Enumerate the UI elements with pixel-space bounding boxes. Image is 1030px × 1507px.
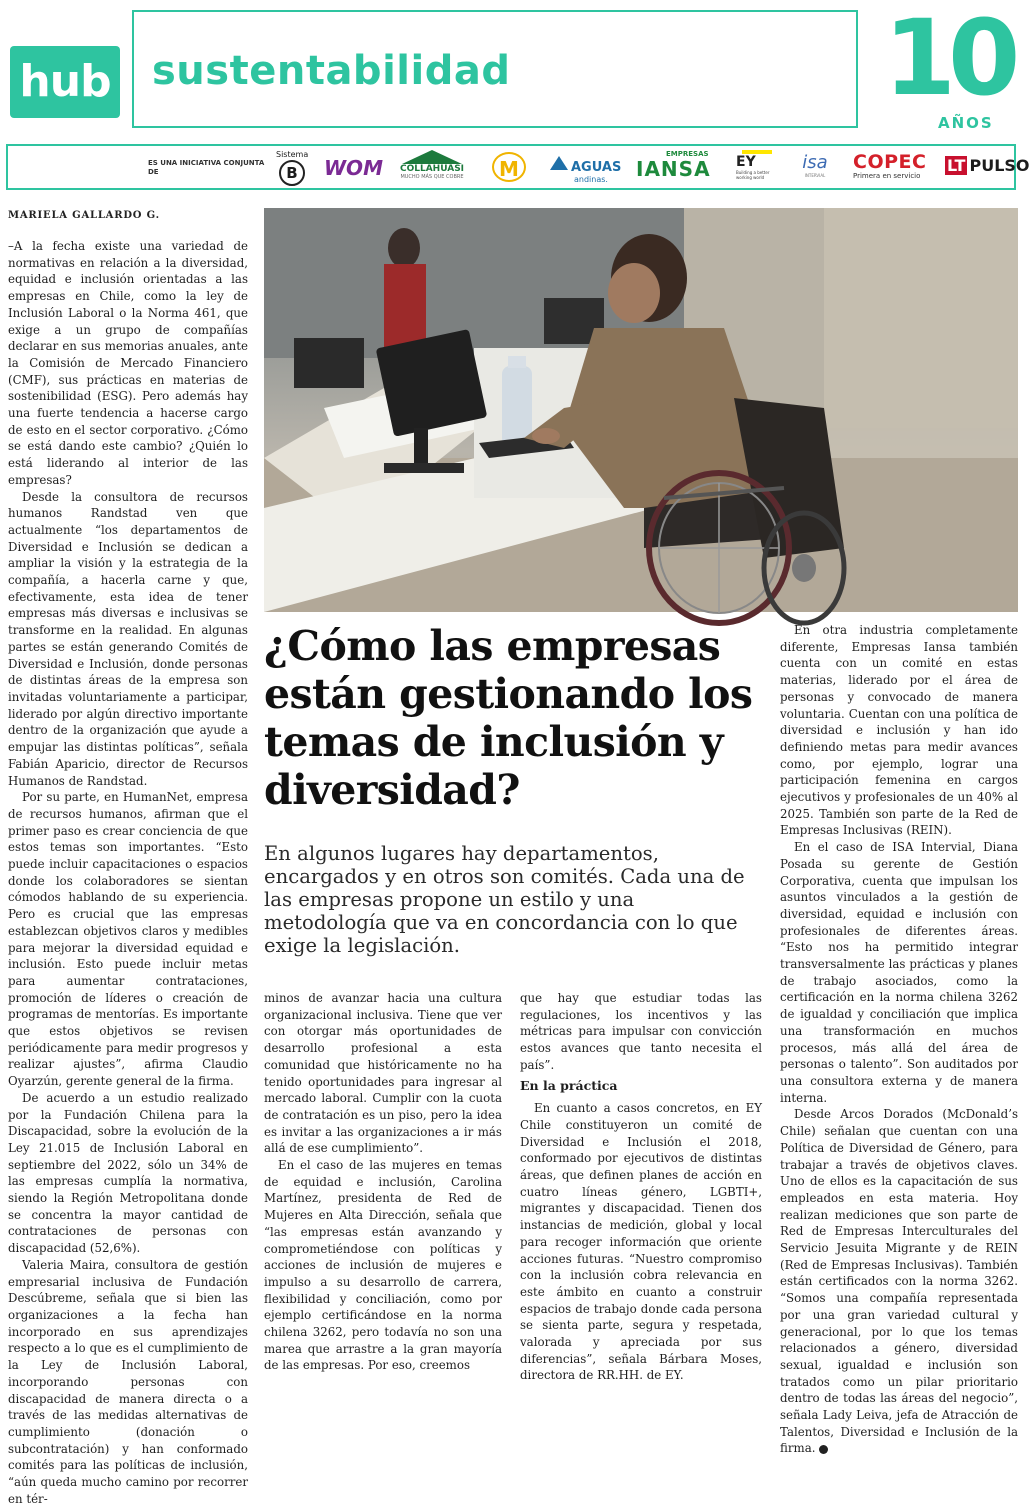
collahuasi-name: COLLAHUASI [399,164,465,174]
paragraph-text: Desde Arcos Dorados (McDonald’s Chile) señalan que cuentan con una Política de Diversidad de Género, para trabajar a través de objetivos claves. Uno de ellos es la capacitación de sus empleados en esta materia. Hoy realizan mediciones que son parte de Red de Empresas Interculturales del Servicio Jesuita Migrante y de REIN (Red de Empresas Inclusivas). También están certificados con la norma 3262. “Somos una compañía representada por una gran variedad cultural y generacional, por lo que los temas relacionados a género, diversidad sexual, igualdad e inclusión son tratados como un pilar prioritario dentro de todas las áreas del negocio”, señala Lady Leiva, jefa de Atracción de Talentos, Diversidad e Inclusión de la firma. [780,1107,1018,1456]
aguas-sub: andinas. [574,175,608,184]
subhead: En la práctica [520,1077,618,1093]
isa-intervial-logo[interactable] [786,152,844,188]
copec-tagline: Primera en servicio [853,172,921,180]
mountain-icon [550,156,568,170]
iansa-top: EMPRESAS [666,150,709,158]
aguas-andinas-logo[interactable] [550,156,621,192]
ey-tagline: Building a better working world [736,170,770,180]
paragraph [780,1106,1018,1457]
section-title: sustentabilidad [152,48,511,94]
isa-name: isa [802,152,828,173]
paragraph: –A la fecha existe una variedad de normativas en relación a la diversidad, equidad e inclusión orientadas a las empresas en Chile, como la ley de Inclusión Laboral o la Norma 461, que exige a un grupo de compañías declarar en sus memorias anuales, ante la Comisión de Mercado Financiero (CMF), sus prácticas en materias de sostenibilidad (ESG). Pero además hay una fuerte tendencia a hacerse cargo de esto en el sector corporativo. ¿Cómo se está dando este cambio? ¿Quién lo está liderando al interior de las empresas? [8,239,248,487]
bcorp-mark: B [279,160,305,186]
wom-logo[interactable]: WOM [324,156,383,180]
sponsor-intro: ES UNA INICIATIVA CONJUNTA DE [148,159,265,176]
lt-mark: LT [947,156,966,175]
paragraph: Desde la consultora de recursos humanos Randstad ven que actualmente “los departamentos de Diversidad e Inclusión se dedican a ampliar la visión y la estrategia de la compañía, a hacerla carne y que, efectivamente, esta idea de tener empresas más diversas e inclusivas se transforme en la realidad. En algunas partes se están generando Comités de Diversidad e Inclusión, donde personas de distintas áreas de la empresa son invitadas voluntariamente a participar, liderado por algún directivo importante dentro de la organización que ayude a empujar las distintas políticas”, señala Fabián Aparicio, director de Recursos Humanos de Randstad. [8,489,248,788]
anniversary-label: AÑOS [938,114,994,132]
paragraph: Por su parte, en HumanNet, empresa de recursos humanos, afirman que el primer paso es crear conciencia de que estos temas son importantes. “Esto puede incluir capacitaciones o espacios donde los colaboradores se sientan cómodos hablando de su experiencia. Pero es crucial que las empresas establezcan objetivos claros y medibles para mejorar la diversidad equidad e inclusión. Esto puede incluir metas para aumentar contrataciones, promoción de líderes o creación de programas de mentorías. Es importante que estos objetivos se revisen periódicamente para medir progresos y realizar ajustes”, afirma Claudio Oyarzún, gerente general de la firma. [8,790,248,1089]
mountain-icon [402,150,462,164]
end-mark-icon: P [819,1445,828,1454]
section-banner [132,10,858,128]
article-column-4 [780,622,1018,1456]
collahuasi-tagline: MUCHO MÁS QUE COBRE [400,174,464,180]
paragraph: Valeria Maira, consultora de gestión empresarial inclusiva de Fundación Descúbreme, señala que si bien las organizaciones a la fecha han incorporado en sus aprendizajes respecto a lo que es el cumplimiento de la Ley de Inclusión Laboral, incorporando personas con discapacidad de manera directa o a través de las medidas alternativas de cumplimiento (donación o subcontratación) y han conformado comités para las políticas de inclusión, “aún queda mucho camino por recorrer en tér- [8,1257,248,1506]
article-photo [264,208,1018,612]
paragraph: En otra industria completamente diferente, Empresas Iansa también cuenta con un comité en estas materias, liderado por el área de personas y convocado de manera voluntaria. Cuentan con una política de diversidad e inclusión y han ido definiendo metas para medir avances como, por ejemplo, lograr una participación femenina en cargos ejecutivos y profesionales de un 40% al 2025. También son parte de la Red de Empresas Inclusivas (REIN). [780,623,1018,838]
office-wheelchair-illustration [264,208,1018,612]
paragraph: En el caso de las mujeres en temas de equidad e inclusión, Carolina Martínez, presidenta de Red de Mujeres en Alta Dirección, señala que “las empresas están avanzando y comprometiéndose con políticas y acciones de inclusión de mujeres e impulso a su desarrollo de carrera, flexibilidad y conciliación, como por ejemplo certificándose en la norma chilena 3262, pero todavía no son una marea que arrastre a la gran mayoría de las empresas. Por eso, creemos [264,1158,502,1373]
collahuasi-logo[interactable] [386,150,478,186]
article-column-2 [264,990,502,1373]
paragraph: En el caso de ISA Intervial, Diana Posada su gerente de Gestión Corporativa, cuenta que impulsan los asuntos vinculados a la gestión de diversidad, equidad e inclusión con profesionales de diferentes áreas. “Esto nos ha permitido integrar transversalmente las prácticas y planes de trabajo asociados, como la certificación en la norma chilena 3262 de igualdad y conciliación que implica una transformación en muchos procesos, más allá del área de personas o talento”. Son auditados por una consultora externa y de manera interna. [780,840,1018,1105]
pulso-name: PULSO [969,156,1030,175]
mcdonalds-logo[interactable]: M [492,152,526,182]
lt-pulso-logo[interactable] [945,156,1030,192]
copec-logo[interactable] [853,152,926,188]
ey-logo[interactable] [736,150,776,186]
paragraph: minos de avanzar hacia una cultura organizacional inclusiva. Tiene que ver con otorgar más oportunidades de desarrollo profesional a esta comunidad que históricamente no ha tenido oportunidades para ingresar al mercado laboral. Cumplir con la cuota de contratación es un piso, pero la idea es invitar a las organizaciones a ir más allá de ese cumplimiento”. [264,991,502,1156]
byline: MARIELA GALLARDO G. [8,210,160,221]
iansa-logo[interactable] [636,150,711,186]
aguas-name: AGUAS [571,160,622,175]
hub-logo[interactable]: hub [10,46,120,118]
article-column-3 [520,990,762,1383]
deck: En algunos lugares hay departamentos, encargados y en otros son comités. Cada una de las empresas propone un estilo y una metodología que va en concordancia con lo que exige la legislación. [264,842,745,957]
paragraph: En cuanto a casos concretos, en EY Chile constituyeron un comité de Diversidad e Inclusión el 2018, conformado por ejecutivos de distintas áreas, que definen planes de acción en cuatro líneas género, LGBTI+, migrantes y discapacidad. Tienen dos instancias de medición, global y local para recoger información que oriente acciones futuras. “Nuestro compromiso con la inclusión cobra relevancia en este ámbito en cuanto a construir espacios de trabajo donde cada persona se sienta parte, segura y respetada, valorada y apreciada por sus diferencias”, señala Bárbara Moses, directora de RR.HH. de EY. [520,1101,762,1383]
bcorp-logo[interactable] [276,150,308,186]
iansa-name: IANSA [636,157,711,181]
ey-name: EY [736,154,756,170]
article-column-1 [8,238,248,1506]
headline: ¿Cómo las empresas están gestionando los temas de inclusión y diversidad? [264,622,753,814]
anniversary-number: 10 [883,0,1013,119]
anniversary-badge [880,0,1016,136]
bcorp-label: Sistema [276,150,309,159]
paragraph: que hay que estudiar todas las regulaciones, los incentivos y las métricas para impulsar con convicción estos avances que tanto necesita el país”. [520,991,762,1072]
paragraph: De acuerdo a un estudio realizado por la Fundación Chilena para la Discapacidad, sobre la evolución de la Ley 21.015 de Inclusión Laboral en septiembre del 2022, sólo un 34% de las empresas cumplía la normativa, siendo la Región Metropolitana donde se concentra la mayor cantidad de contrataciones de personas con discapacidad (52,6%). [8,1090,248,1256]
sponsor-bar [6,144,1030,190]
copec-name: COPEC [853,151,927,173]
isa-sub: INTERVIAL [804,173,826,178]
